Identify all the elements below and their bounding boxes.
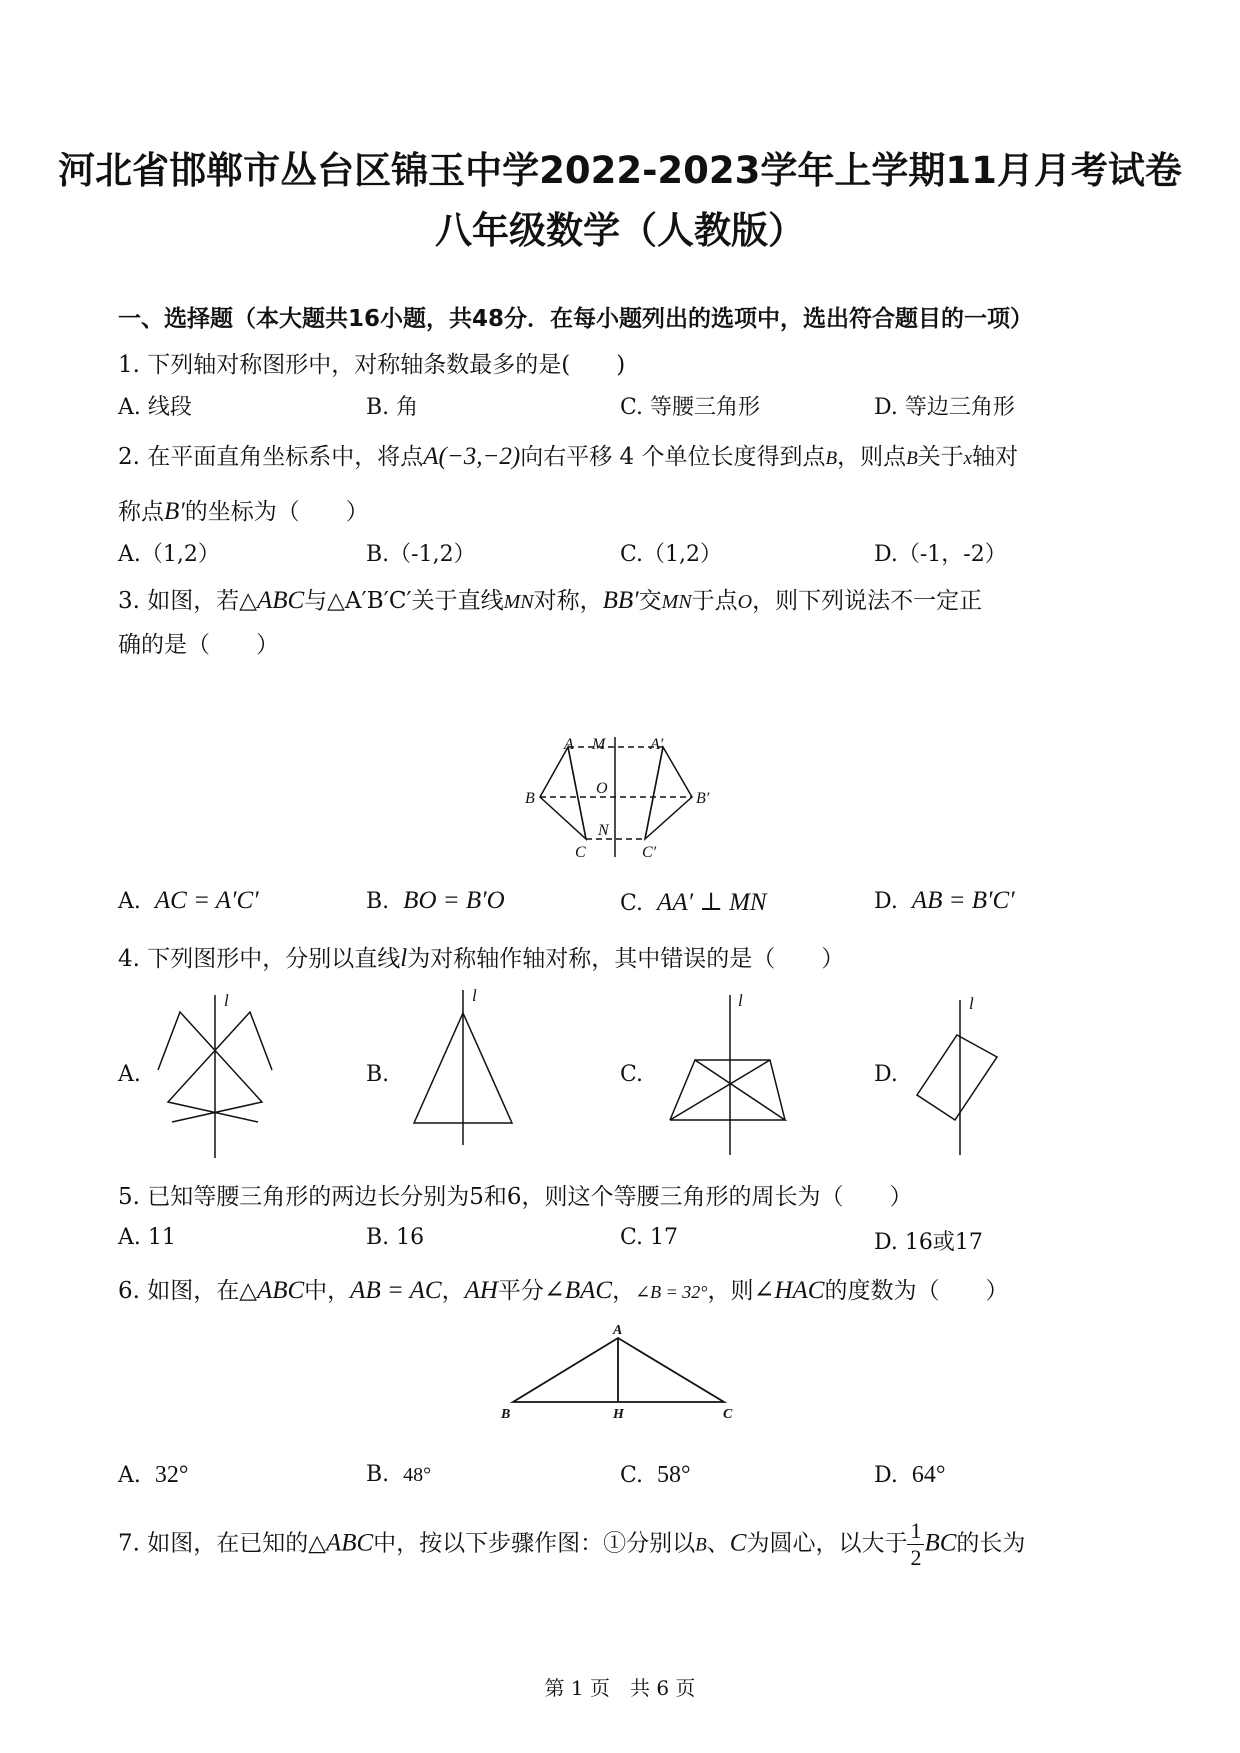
q6-option-a-value: 32° — [154, 1462, 189, 1488]
q6-angle-bac: ∠BAC — [543, 1277, 613, 1304]
q4-line-l: l — [400, 945, 408, 972]
q7-fraction-den: 2 — [910, 1545, 922, 1570]
q6-text-f: ，则 — [707, 1278, 754, 1304]
q4-d-axis-label: l — [969, 995, 974, 1013]
q2-option-a: A.（1,2） — [118, 542, 220, 567]
q2-text-b: 向右平移 4 个单位长度得到点 — [520, 444, 826, 470]
q1-option-d: D. 等边三角形 — [874, 395, 1015, 420]
q6-label-b: B — [501, 1407, 511, 1422]
q3-option-a — [118, 887, 259, 915]
q6-label-h: H — [613, 1407, 624, 1422]
q4-a-axis-label: l — [224, 991, 229, 1010]
page-footer: 第 1 页 共 6 页 — [544, 1676, 696, 1700]
q6-equation: AB = AC — [350, 1277, 442, 1304]
q2-point-b2: B — [906, 448, 918, 469]
q3-label-b: B — [525, 790, 535, 807]
q3-label-n: N — [598, 822, 609, 839]
q2-text-e: 轴对 — [972, 444, 1019, 470]
q4-figure-a — [150, 990, 280, 1160]
q7-fraction — [907, 1518, 924, 1571]
q3-option-b-math: BO = B′O — [403, 887, 505, 914]
q6-option-a — [118, 1462, 189, 1489]
question-1-stem: 1. 下列轴对称图形中，对称轴条数最多的是( ) — [118, 352, 626, 378]
q3-text-e: 于点 — [691, 588, 738, 614]
q1-option-a: A. 线段 — [118, 395, 192, 420]
q6-text-g: 的度数为（ ） — [824, 1278, 1009, 1304]
q3-label-aprime: A′ — [650, 736, 664, 753]
q6-option-a-label: A. — [118, 1463, 141, 1488]
q3-text-a: 3. 如图，若△ — [118, 588, 257, 614]
q3-text-b: 与△A′B′C′关于直线 — [304, 588, 504, 614]
q3-option-c — [620, 887, 767, 917]
question-4-stem — [118, 940, 844, 973]
page-subtitle: 八年级数学（人教版） — [435, 209, 805, 252]
q3-label-a: A — [564, 736, 574, 753]
q3-option-b-label: B. — [366, 889, 390, 914]
q2-text-f: 称点 — [118, 499, 164, 525]
q3-triangle-left — [540, 747, 586, 839]
q1-option-c: C. 等腰三角形 — [620, 395, 761, 420]
q4-text-b: 为对称轴作轴对称，其中错误的是（ ） — [407, 946, 845, 972]
q5-option-d: D. 16或17 — [874, 1230, 983, 1255]
q6-option-d-label: D. — [874, 1463, 898, 1488]
q3-point-o: O — [737, 591, 753, 613]
q3-option-c-math: AA′ ⊥ MN — [657, 889, 767, 916]
question-3-stem-line2: 确的是（ ） — [118, 632, 279, 658]
page-title: 河北省邯郸市丛台区锦玉中学2022-2023学年上学期11月月考试卷 — [58, 149, 1182, 192]
q3-text-c: 对称， — [533, 588, 603, 614]
q3-line-mn: MN — [503, 591, 534, 613]
q6-option-b-value: 48° — [403, 1464, 432, 1486]
q6-angle-b: ∠B = 32° — [635, 1282, 708, 1302]
question-2-stem — [118, 438, 1018, 471]
q6-triangle: ABC — [256, 1277, 305, 1304]
q3-figure — [520, 735, 730, 860]
q7-text-a: 7. 如图，在已知的△ — [118, 1530, 326, 1557]
q6-option-b — [366, 1462, 431, 1487]
q2-text-d: 关于 — [917, 444, 964, 470]
q3-label-cprime: C′ — [642, 844, 657, 860]
q3-text-d: 交 — [638, 588, 662, 614]
q3-option-a-label: A. — [118, 889, 141, 914]
section-heading: 一、选择题（本大题共16小题，共48分．在每小题列出的选项中，选出符合题目的一项） — [118, 306, 1034, 332]
q4-text-a: 4. 下列图形中，分别以直线 — [118, 946, 401, 972]
q6-option-c-value: 58° — [657, 1462, 691, 1488]
q6-angle-hac: ∠HAC — [753, 1277, 825, 1304]
q1-option-b: B. 角 — [366, 395, 419, 420]
q2-text-a: 2. 在平面直角坐标系中，将点 — [118, 444, 424, 470]
q5-option-a: A. 11 — [118, 1225, 176, 1250]
q7-point-c: C — [729, 1529, 747, 1557]
q4-figure-b — [400, 985, 540, 1150]
q4-option-c-label: C. — [620, 1062, 644, 1087]
question-3-stem — [118, 582, 982, 615]
q3-segment-bbprime: BB′ — [602, 587, 639, 614]
q3-label-o: O — [596, 780, 608, 797]
q7-text-c: 、 — [706, 1530, 730, 1557]
q6-text-d: 平分 — [497, 1278, 544, 1304]
q7-point-b: B — [695, 1534, 707, 1556]
q4-figure-d — [905, 995, 1015, 1160]
q2-axis-x: x — [963, 448, 973, 469]
q6-text-a: 6. 如图，在△ — [118, 1278, 257, 1304]
q2-point-a: A(−3,−2) — [423, 443, 521, 470]
q2-option-c: C.（1,2） — [620, 542, 723, 567]
q2-point-b: B — [825, 448, 838, 469]
question-2-stem-line2 — [118, 493, 369, 526]
q4-option-d-label: D. — [874, 1062, 898, 1087]
question-6-stem — [118, 1272, 1008, 1305]
q4-b-axis-label: l — [472, 986, 477, 1005]
q3-triangle-abc: ABC — [256, 587, 305, 614]
q6-label-c: C — [723, 1407, 733, 1422]
q3-line-mn-2: MN — [661, 591, 692, 613]
q2-text-c: ，则点 — [837, 444, 907, 470]
question-7-stem — [118, 1518, 1025, 1571]
q3-label-bprime: B′ — [696, 790, 710, 807]
q6-option-d — [874, 1462, 945, 1489]
q6-option-d-value: 64° — [911, 1462, 946, 1488]
q3-label-c: C — [575, 844, 586, 860]
q4-option-a-label: A. — [118, 1062, 141, 1087]
q2-option-b: B.（-1,2） — [366, 542, 476, 567]
q3-option-d — [874, 887, 1015, 915]
question-5-stem: 5. 已知等腰三角形的两边长分别为5和6，则这个等腰三角形的周长为（ ） — [118, 1184, 913, 1210]
q2-text-g: 的坐标为（ ） — [184, 499, 369, 525]
q4-c-axis-label: l — [738, 991, 743, 1010]
q7-text-e: 的长为 — [956, 1530, 1026, 1557]
q3-text-f: ，则下列说法不一定正 — [752, 588, 983, 614]
q6-label-a: A — [613, 1323, 623, 1338]
q3-option-d-label: D. — [874, 889, 898, 914]
q3-option-d-math: AB = B′C′ — [911, 887, 1015, 914]
q3-triangle-right — [645, 747, 692, 839]
q6-figure — [495, 1322, 745, 1422]
q6-ah: AH — [464, 1277, 498, 1304]
q2-option-d: D.（-1，-2） — [874, 542, 1007, 567]
q3-option-a-math: AC = A′C′ — [154, 887, 259, 914]
q2-point-bprime: B′ — [164, 498, 185, 525]
q5-option-c: C. 17 — [620, 1225, 679, 1250]
q7-segment-bc: BC — [924, 1529, 957, 1557]
q6-option-c — [620, 1462, 691, 1489]
q6-text-e: ， — [612, 1278, 636, 1304]
q3-option-c-label: C. — [620, 891, 644, 916]
q4-figure-c — [650, 990, 800, 1160]
q4-option-b-label: B. — [366, 1062, 390, 1087]
q6-text-c: ， — [441, 1278, 465, 1304]
q6-option-c-label: C. — [620, 1463, 644, 1488]
q7-text-b: 中，按以下步骤作图：①分别以 — [373, 1530, 696, 1557]
q5-option-b: B. 16 — [366, 1225, 425, 1250]
q6-text-b: 中， — [304, 1278, 351, 1304]
q7-text-d: 为圆心，以大于 — [746, 1530, 908, 1557]
q3-option-b — [366, 887, 505, 915]
q7-fraction-num: 1 — [907, 1518, 924, 1545]
q6-option-b-label: B. — [366, 1462, 390, 1487]
q7-triangle: ABC — [325, 1529, 374, 1557]
q3-label-m: M — [592, 736, 606, 753]
